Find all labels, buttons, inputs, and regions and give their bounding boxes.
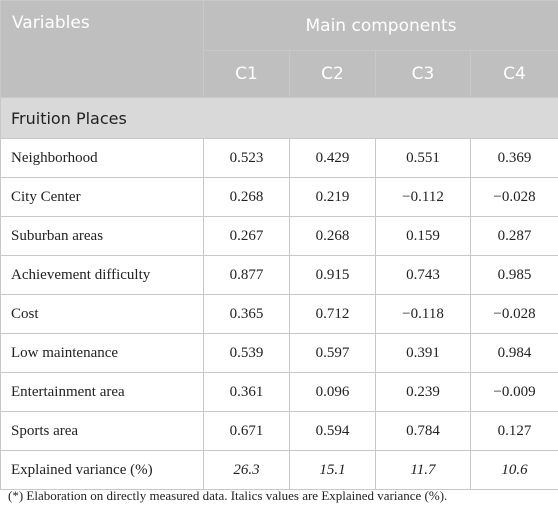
table-cell: −0.028 xyxy=(471,178,558,217)
table-cell: 0.523 xyxy=(204,139,290,178)
table-cell: 0.159 xyxy=(376,217,471,256)
row-label: Entertainment area xyxy=(1,373,204,412)
variables-header: Variables xyxy=(1,1,204,98)
table-cell: −0.112 xyxy=(376,178,471,217)
table-row xyxy=(1,295,558,334)
row-label: Cost xyxy=(1,295,204,334)
table-cell: 11.7 xyxy=(376,451,471,490)
table-cell: 0.239 xyxy=(376,373,471,412)
table-cell: 0.539 xyxy=(204,334,290,373)
table-row xyxy=(1,412,558,451)
table-cell: 0.985 xyxy=(471,256,558,295)
table-cell: 0.743 xyxy=(376,256,471,295)
footnote: (*) Elaboration on directly measured data. Italics values are Explained variance (%). xyxy=(8,488,448,503)
section-title: Fruition Places xyxy=(1,98,558,139)
row-label: Suburban areas xyxy=(1,217,204,256)
component-header-c1: C1 xyxy=(204,51,290,98)
table-cell: 0.369 xyxy=(471,139,558,178)
table-row xyxy=(1,256,558,295)
table-cell: 0.268 xyxy=(204,178,290,217)
main-components-header: Main components xyxy=(204,1,558,51)
row-label: Low maintenance xyxy=(1,334,204,373)
table-cell: 0.268 xyxy=(290,217,376,256)
row-label: City Center xyxy=(1,178,204,217)
explained-variance-row xyxy=(1,451,558,490)
table-row xyxy=(1,373,558,412)
table-cell: 0.671 xyxy=(204,412,290,451)
table-cell: 0.915 xyxy=(290,256,376,295)
table-cell: 0.784 xyxy=(376,412,471,451)
table-cell: 0.361 xyxy=(204,373,290,412)
table-cell: 0.984 xyxy=(471,334,558,373)
table-cell: −0.028 xyxy=(471,295,558,334)
table-cell: 0.391 xyxy=(376,334,471,373)
row-label: Achievement difficulty xyxy=(1,256,204,295)
table-cell: −0.118 xyxy=(376,295,471,334)
table-cell: 0.429 xyxy=(290,139,376,178)
table-cell: 0.597 xyxy=(290,334,376,373)
table-cell: 10.6 xyxy=(471,451,558,490)
header-row-1 xyxy=(1,1,558,51)
table-cell: 0.127 xyxy=(471,412,558,451)
table-cell: 0.219 xyxy=(290,178,376,217)
table-cell: 26.3 xyxy=(204,451,290,490)
row-label: Explained variance (%) xyxy=(1,451,204,490)
table-cell: 0.877 xyxy=(204,256,290,295)
component-header-c2: C2 xyxy=(290,51,376,98)
row-label: Neighborhood xyxy=(1,139,204,178)
section-row xyxy=(1,98,558,139)
table-cell: 0.712 xyxy=(290,295,376,334)
table-cell: 15.1 xyxy=(290,451,376,490)
table-cell: 0.365 xyxy=(204,295,290,334)
table-cell: 0.096 xyxy=(290,373,376,412)
component-header-c3: C3 xyxy=(376,51,471,98)
table-cell: 0.287 xyxy=(471,217,558,256)
table-row xyxy=(1,334,558,373)
table-cell: 0.594 xyxy=(290,412,376,451)
table-row xyxy=(1,178,558,217)
table-cell: 0.267 xyxy=(204,217,290,256)
row-label: Sports area xyxy=(1,412,204,451)
component-header-c4: C4 xyxy=(471,51,558,98)
table-row xyxy=(1,217,558,256)
table-row xyxy=(1,139,558,178)
table-cell: 0.551 xyxy=(376,139,471,178)
table-cell: −0.009 xyxy=(471,373,558,412)
